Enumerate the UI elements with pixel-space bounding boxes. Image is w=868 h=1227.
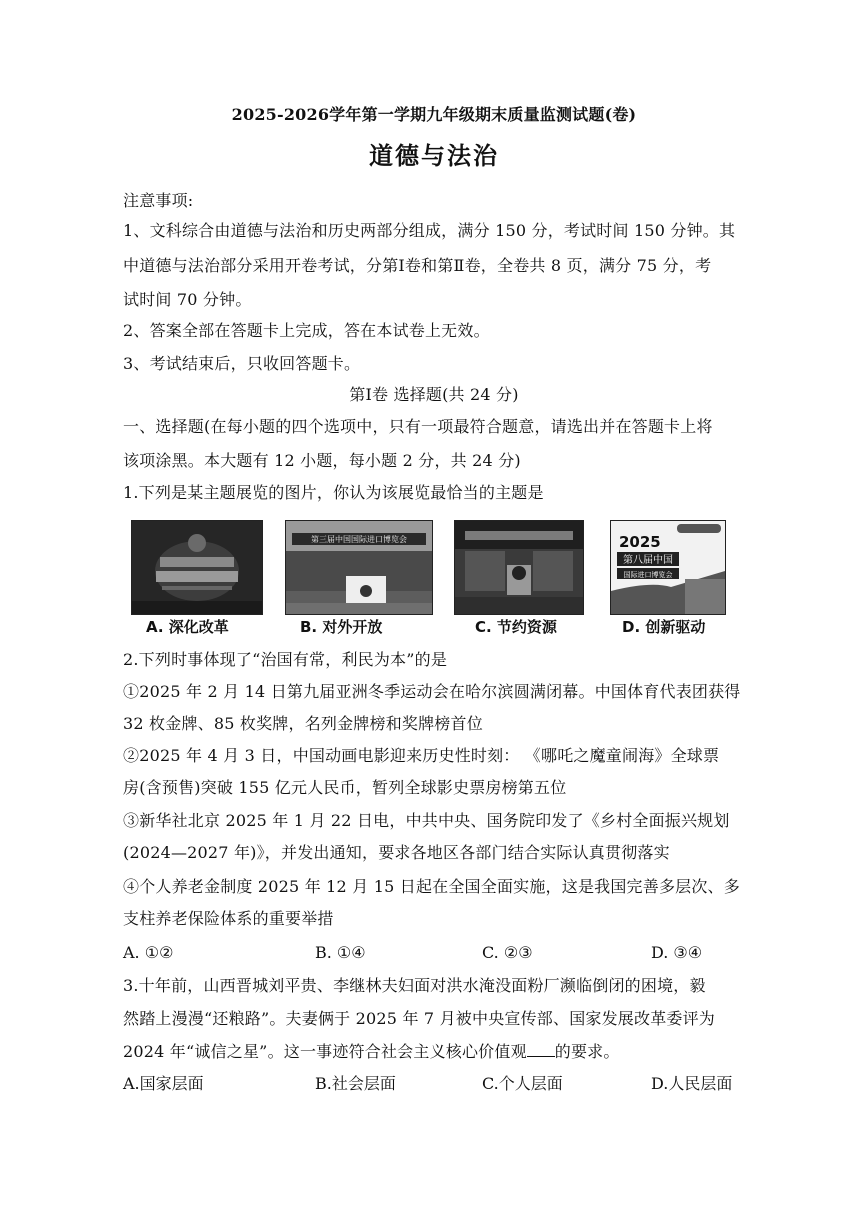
question-3-option-d: D.人民层面	[651, 1074, 733, 1093]
photo-d-line2: 国际进口博览会	[623, 571, 673, 579]
question-1-stem: 1.下列是某主题展览的图片，你认为该展览最恰当的主题是	[123, 483, 544, 502]
question-2-item: ④个人养老金制度 2025 年 12 月 15 日起在全国全面实施，这是我国完善多层次、多	[123, 877, 740, 896]
photo-c-caption: C. 节约资源	[475, 618, 557, 636]
question-2-option-d: D. ③④	[651, 943, 703, 962]
notice-line: 1、文科综合由道德与法治和历史两部分组成，满分 150 分，考试时间 150 分钟。其	[123, 221, 736, 240]
question-3-line: 然踏上漫漫“还粮路”。夫妻俩于 2025 年 7 月被中央宣传部、国家发展改革委评为	[123, 1009, 716, 1028]
notice-line: 试时间 70 分钟。	[123, 290, 252, 309]
section-title: 第Ⅰ卷 选择题(共 24 分)	[349, 385, 519, 404]
question-3-last-line	[123, 1041, 620, 1063]
question-3-option-b: B.社会层面	[315, 1074, 396, 1093]
question-2-option-b: B. ①④	[315, 943, 366, 962]
question-2-option-a: A. ①②	[123, 943, 174, 962]
question-3-line: 3.十年前，山西晋城刘平贵、李继林夫妇面对洪水淹没面粉厂濒临倒闭的困境，毅	[123, 976, 706, 995]
section-instructions: 该项涂黑。本大题有 12 小题，每小题 2 分，共 24 分)	[123, 451, 521, 470]
question-2-item: ③新华社北京 2025 年 1 月 22 日电，中共中央、国务院印发了《乡村全面振兴规划	[123, 811, 730, 830]
exhibition-entrance-image	[455, 521, 583, 614]
exam-title: 2025-2026学年第一学期九年级期末质量监测试题(卷)	[231, 105, 637, 124]
question-2-option-c: C. ②③	[482, 943, 533, 962]
answer-blank	[527, 1042, 555, 1057]
expo-stage-image	[132, 521, 262, 614]
photo-b-caption: B. 对外开放	[300, 618, 383, 636]
question-3-option-c: C.个人层面	[482, 1074, 563, 1093]
photo-d-line1: 第八届中国	[623, 555, 673, 566]
photo-d-year: 2025	[619, 533, 661, 551]
question-2-stem: 2.下列时事体现了“治国有常，利民为本”的是	[123, 650, 448, 669]
question-2-item: ①2025 年 2 月 14 日第九届亚洲冬季运动会在哈尔滨圆满闭幕。中国体育代表团获得	[123, 682, 741, 701]
question-2-item: 房(含预售)突破 155 亿元人民币，暂列全球影史票房榜第五位	[123, 778, 567, 797]
notice-line: 中道德与法治部分采用开卷考试，分第Ⅰ卷和第Ⅱ卷，全卷共 8 页，满分 75 分，考	[123, 256, 712, 275]
notice-line: 3、考试结束后，只收回答题卡。	[123, 354, 361, 373]
subject-title: 道德与法治	[369, 141, 499, 170]
photo-d-caption: D. 创新驱动	[622, 618, 706, 636]
photo-b	[285, 520, 433, 615]
photo-a	[131, 520, 263, 615]
question-2-item: 支柱养老保险体系的重要举措	[123, 909, 334, 928]
photo-a-caption: A. 深化改革	[146, 618, 229, 636]
question-2-item: 32 枚金牌、85 枚奖牌，名列金牌榜和奖牌榜首位	[123, 714, 483, 733]
question-3-text-end: 的要求。	[554, 1042, 620, 1061]
question-2-item: ②2025 年 4 月 3 日，中国动画电影迎来历史性时刻： 《哪吒之魔童闹海》全球票	[123, 746, 720, 765]
photo-d	[610, 520, 726, 615]
expo-poster-image	[611, 521, 725, 614]
notice-heading: 注意事项:	[123, 191, 194, 210]
notice-line: 2、答案全部在答题卡上完成，答在本试卷上无效。	[123, 321, 490, 340]
photo-b-sign: 第三届中国国际进口博览会	[311, 535, 407, 544]
expo-hall-image	[286, 521, 432, 614]
question-3-option-a: A.国家层面	[123, 1074, 204, 1093]
section-instructions: 一、选择题(在每小题的四个选项中，只有一项最符合题意，请选出并在答题卡上将	[123, 417, 713, 436]
photo-c	[454, 520, 584, 615]
question-2-item: (2024—2027 年)》，并发出通知，要求各地区各部门结合实际认真贯彻落实	[123, 843, 670, 862]
question-3-text: 2024 年“诚信之星”。这一事迹符合社会主义核心价值观	[123, 1042, 527, 1061]
